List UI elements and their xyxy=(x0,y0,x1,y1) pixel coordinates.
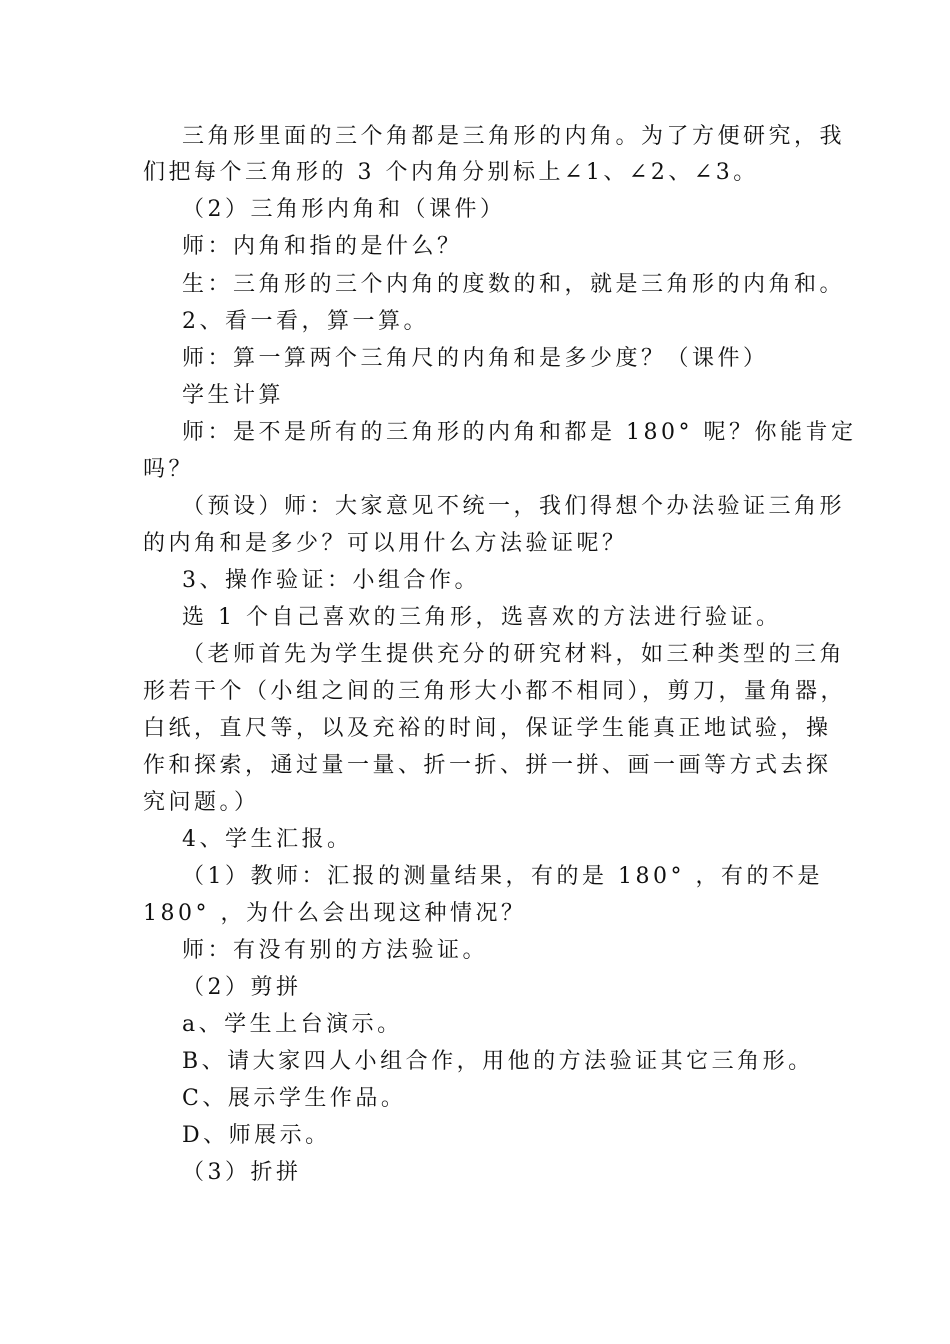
paragraph-line: 学生计算 xyxy=(182,383,285,408)
paragraph-line: a、学生上台演示。 xyxy=(182,1012,403,1037)
paragraph-line: （老师首先为学生提供充分的研究材料，如三种类型的三角 xyxy=(182,642,846,667)
paragraph-line: （2）剪拼 xyxy=(182,975,302,1000)
paragraph-line: 究问题。） xyxy=(143,790,260,815)
paragraph-line: 形若干个（小组之间的三角形大小都不相同），剪刀，量角器， xyxy=(143,679,847,704)
paragraph-line: 生：三角形的三个内角的度数的和，就是三角形的内角和。 xyxy=(182,272,846,297)
paragraph-line: （1）教师：汇报的测量结果，有的是 180° ，有的不是 xyxy=(182,864,823,889)
paragraph-line: 的内角和是多少？可以用什么方法验证呢？ xyxy=(143,531,628,556)
paragraph-line: （2）三角形内角和（课件） xyxy=(182,197,506,222)
paragraph-line: 师：有没有别的方法验证。 xyxy=(182,938,489,963)
paragraph-line: 师：算一算两个三角尺的内角和是多少度？（课件） xyxy=(182,346,769,371)
paragraph-line: 白纸，直尺等，以及充裕的时间，保证学生能真正地试验，操 xyxy=(143,716,832,741)
paragraph-line: B、请大家四人小组合作，用他的方法验证其它三角形。 xyxy=(182,1049,814,1074)
paragraph-line: （预设）师：大家意见不统一，我们得想个办法验证三角形 xyxy=(182,494,846,519)
paragraph-line: （3）折拼 xyxy=(182,1160,302,1185)
paragraph-line: 吗？ xyxy=(143,457,195,482)
paragraph-line: 180° ，为什么会出现这种情况？ xyxy=(143,901,527,926)
paragraph-line: 们把每个三角形的 3 个内角分别标上∠1、∠2、∠3。 xyxy=(143,160,759,185)
paragraph-line: D、师展示。 xyxy=(182,1123,331,1148)
paragraph-line: 4、学生汇报。 xyxy=(182,827,353,852)
paragraph-line: 选 1 个自己喜欢的三角形，选喜欢的方法进行验证。 xyxy=(182,605,782,630)
paragraph-line: 2、看一看，算一算。 xyxy=(182,309,429,334)
paragraph-line: 三角形里面的三个角都是三角形的内角。为了方便研究，我 xyxy=(182,124,846,149)
paragraph-line: 师：内角和指的是什么？ xyxy=(182,234,463,259)
paragraph-line: 师：是不是所有的三角形的内角和都是 180° 呢？你能肯定 xyxy=(182,420,857,445)
paragraph-line: 3、操作验证：小组合作。 xyxy=(182,568,480,593)
paragraph-line: 作和探索，通过量一量、折一折、拼一拼、画一画等方式去探 xyxy=(143,753,832,778)
paragraph-line: C、展示学生作品。 xyxy=(182,1086,407,1111)
